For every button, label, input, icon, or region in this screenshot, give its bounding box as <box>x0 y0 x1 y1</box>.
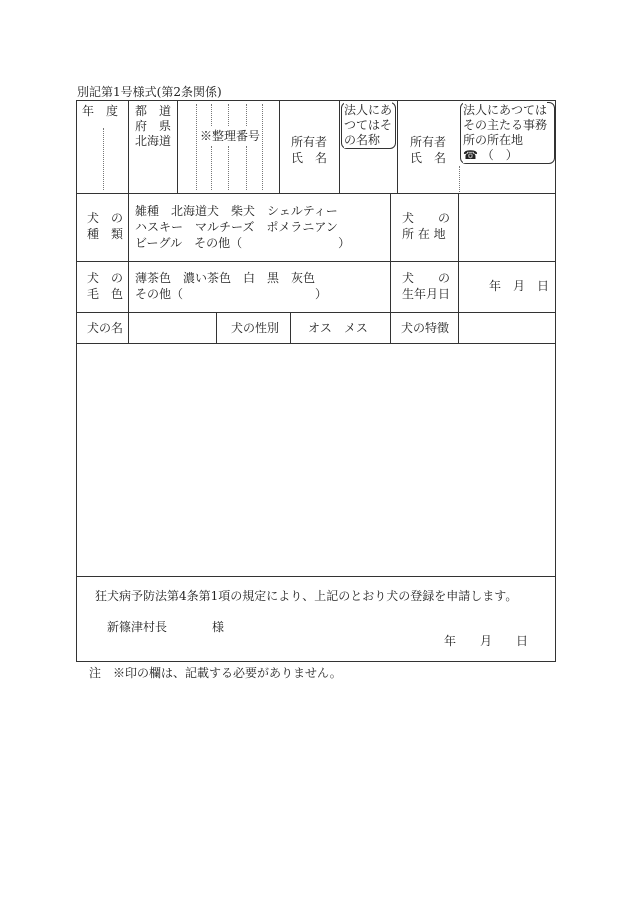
year-label: 年 度 <box>82 104 119 118</box>
owner-name-label-b-line1: 所有者 <box>410 135 447 149</box>
birth-date-label-line1: 犬 の <box>402 271 451 285</box>
dog-sex-label: 犬の性別 <box>231 321 280 335</box>
dog-features-detail-area[interactable] <box>78 345 554 574</box>
owner-name-label-a-line1: 所有者 <box>291 135 328 149</box>
phone-line: ☎ （ ） <box>463 148 518 162</box>
coat-color-options-line2: その他（ ） <box>135 287 328 301</box>
corporate-office-label-line2: その主たる事務 <box>463 118 548 132</box>
coat-color-label-line1: 犬 の <box>87 271 124 285</box>
corporate-office-label-line1: 法人にあつては <box>463 103 548 117</box>
owner-name-label-b-line2: 氏 名 <box>410 151 447 165</box>
breed-options-line1: 雑種 北海道犬 柴犬 シェルティー <box>135 204 338 218</box>
owner-name-label-a-line2: 氏 名 <box>291 151 328 165</box>
location-label-line2: 所 在 地 <box>402 227 446 241</box>
form-label: 別記第1号様式(第2条関係) <box>77 85 222 99</box>
birth-date-label-line2: 生年月日 <box>402 287 451 301</box>
corporate-name-label-line3: の名称 <box>344 133 381 147</box>
breed-label-line2: 種 類 <box>87 227 124 241</box>
prefecture-label-line1: 都 道 <box>135 104 172 118</box>
corporate-name-label-line2: つてはそ <box>344 118 393 132</box>
prefecture-label-line2: 府 県 <box>135 119 172 133</box>
application-date: 年 月 日 <box>444 634 529 648</box>
dog-features-label: 犬の特徴 <box>401 321 450 335</box>
dog-name-label: 犬の名 <box>87 321 124 335</box>
corporate-name-label-line1: 法人にあ <box>344 103 393 117</box>
location-label-line1: 犬 の <box>402 211 451 225</box>
addressee-suffix: 様 <box>212 620 225 634</box>
coat-color-options-line1: 薄茶色 濃い茶色 白 黒 灰色 <box>135 271 316 285</box>
footnote: 注 ※印の欄は、記載する必要がありません。 <box>89 666 342 680</box>
coat-color-label-line2: 毛 色 <box>87 287 124 301</box>
dog-sex-options: オス メス <box>308 321 368 335</box>
dog-name-field[interactable] <box>130 314 214 341</box>
breed-options-line2: ハスキー マルチーズ ポメラニアン <box>135 220 338 234</box>
breed-label-line1: 犬 の <box>87 211 124 225</box>
birth-date-value: 年 月 日 <box>489 279 550 293</box>
corporate-office-label-line3: 所の所在地 <box>463 133 524 147</box>
addressee: 新篠津村長 <box>107 620 168 634</box>
breed-options-line3: ビーグル その他（ ） <box>135 236 351 250</box>
registration-number-label: ※整理番号 <box>200 129 261 143</box>
prefecture-label-line3: 北海道 <box>135 134 172 148</box>
application-statement: 狂犬病予防法第4条第1項の規定により、上記のとおり犬の登録を申請します。 <box>95 589 518 603</box>
dog-features-field[interactable] <box>460 314 553 341</box>
